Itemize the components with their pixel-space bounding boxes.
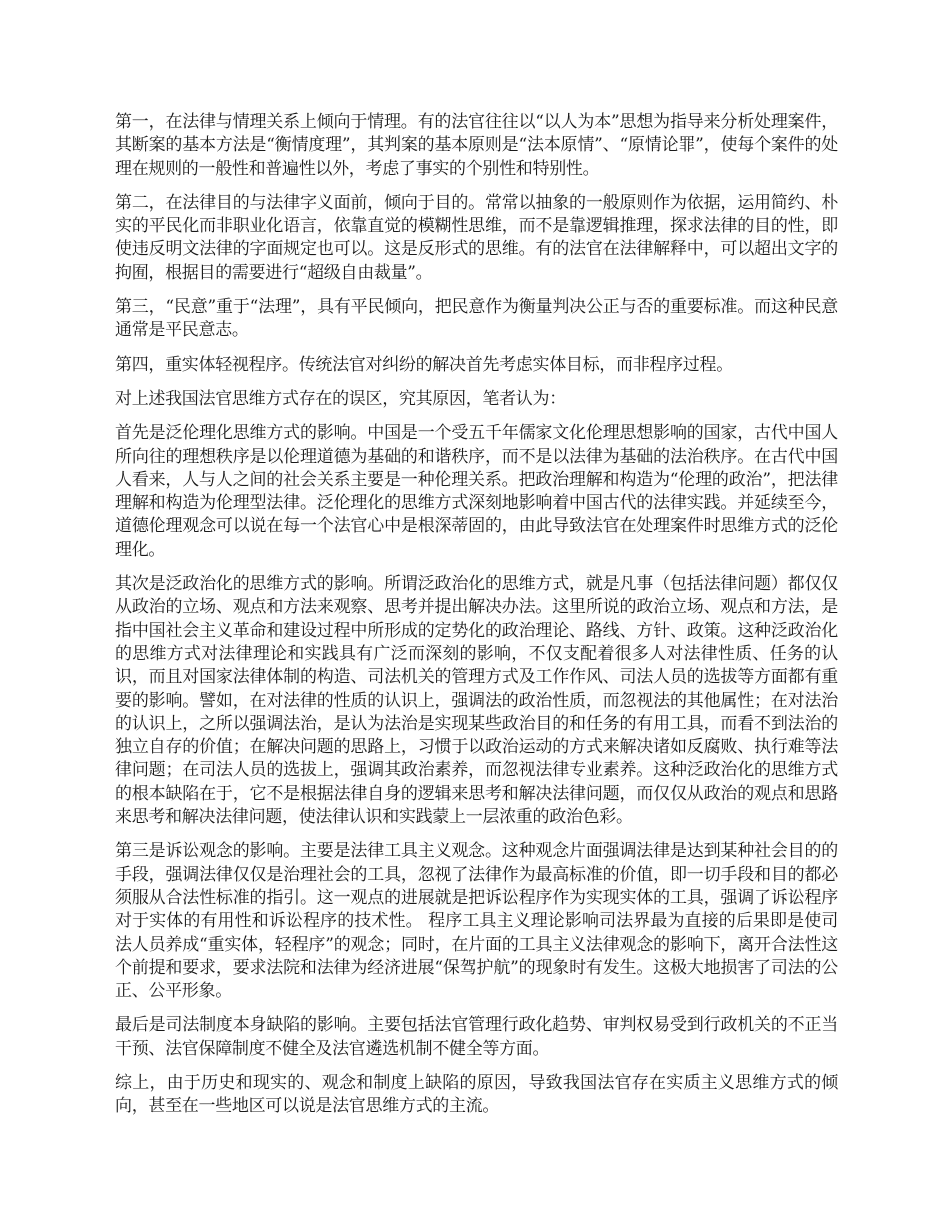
paragraph-6: 首先是泛伦理化思维方式的影响。中国是一个受五千年儒家文化伦理思想影响的国家，古代中国人所向往的理想秩序是以伦理道德为基础的和谐秩序，而不是以法律为基础的法治秩序。在古代中国人看来，人与人之间的社会关系主要是一种伦理关系。把政治理解和构造为“伦理的政治”，把法律理解和构造为伦理型法律。泛伦理化的思维方式深刻地影响着中国古代的法律实践。并延续至今，道德伦理观念可以说在每一个法官心中是根深蒂固的，由此导致法官在处理案件时思维方式的泛伦理化。 (115, 423, 838, 560)
paragraph-2: 第二，在法律目的与法律字义面前，倾向于目的。常常以抽象的一般原则作为依据，运用简约、朴实的平民化而非职业化语言，依靠直觉的模糊性思维，而不是靠逻辑推理，探求法律的目的性，即使违反明文法律的字面规定也可以。这是反形式的思维。有的法官在法律解释中，可以超出文字的拘囿，根据目的需要进行“超级自由裁量”。 (115, 192, 838, 283)
paragraph-10: 综上，由于历史和现实的、观念和制度上缺陷的原因，导致我国法官存在实质主义思维方式的倾向，甚至在一些地区可以说是法官思维方式的主流。 (115, 1072, 838, 1117)
paragraph-9: 最后是司法制度本身缺陷的影响。主要包括法官管理行政化趋势、审判权易受到行政机关的不正当干预、法官保障制度不健全及法官遴选机制不健全等方面。 (115, 1015, 838, 1059)
paragraph-8: 第三是诉讼观念的影响。主要是法律工具主义观念。这种观念片面强调法律是达到某种社会目的的手段，强调法律仅仅是治理社会的工具，忽视了法律作为最高标准的价值，即一切手段和目的都必须服从合法性标准的指引。这一观点的进展就是把诉讼程序作为实现实体的工具，强调了诉讼程序对于实体的有用性和诉讼程序的技术性。 程序工具主义理论影响司法界最为直接的后果即是使司法人员养成“重实体，轻程序”的观念；同时，在片面的工具主义法律观念的影响下，离开合法性这个前提和要求，要求法院和法律为经济进展“保驾护航”的现象时有发生。这极大地损害了司法的公正、公平形象。 (115, 841, 838, 1002)
paragraph-1: 第一，在法律与情理关系上倾向于情理。有的法官往往以“以人为本”思想为指导来分析处理案件，其断案的基本方法是“衡情度理”，其判案的基本原则是“法本原情”、“原情论罪”，使每个案件的处理在规则的一般性和普遍性以外，考虑了事实的个别性和特别性。 (115, 112, 838, 179)
paragraph-3: 第三，“民意”重于“法理”，具有平民倾向，把民意作为衡量判决公正与否的重要标准。而这种民意通常是平民意志。 (115, 297, 838, 341)
paragraph-4: 第四，重实体轻视程序。传统法官对纠纷的解决首先考虑实体目标，而非程序过程。 (115, 354, 733, 375)
document-body (115, 111, 838, 1130)
paragraph-7: 其次是泛政治化的思维方式的影响。所谓泛政治化的思维方式，就是凡事（包括法律问题）都仅仅从政治的立场、观点和方法来观察、思考并提出解决办法。这里所说的政治立场、观点和方法，是指中国社会主义革命和建设过程中所形成的定势化的政治理论、路线、方针、政策。这种泛政治化的思维方式对法律理论和实践具有广泛而深刻的影响，不仅支配着很多人对法律性质、任务的认识，而且对国家法律体制的构造、司法机关的管理方式及工作作风、司法人员的选拔等方面都有重要的影响。譬如，在对法律的性质的认识上，强调法的政治性质，而忽视法的其他属性；在对法治的认识上，之所以强调法治，是认为法治是实现某些政治目的和任务的有用工具，而看不到法治的独立自存的价值；在解决问题的思路上，习惯于以政治运动的方式来解决诸如反腐败、执行难等法律问题；在司法人员的选拔上，强调其政治素养，而忽视法律专业素养。这种泛政治化的思维方式的根本缺陷在于，它不是根据法律自身的逻辑来思考和解决法律问题，而仅仅从政治的观点和思路来思考和解决法律问题，使法律认识和实践蒙上一层浓重的政治色彩。 (115, 574, 838, 828)
paragraph-5: 对上述我国法官思维方式存在的误区，究其原因，笔者认为： (115, 388, 566, 409)
